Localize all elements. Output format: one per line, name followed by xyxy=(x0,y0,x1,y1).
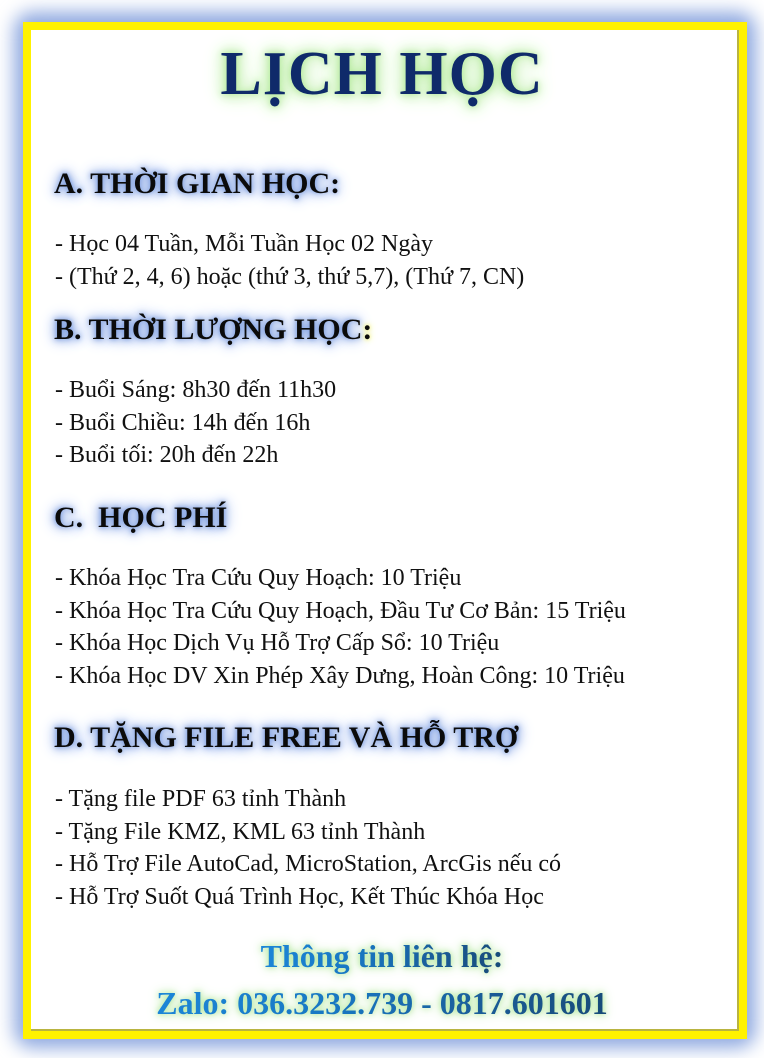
list-item: - Tặng file PDF 63 tỉnh Thành xyxy=(55,786,347,812)
list-item: - Tặng File KMZ, KML 63 tỉnh Thành xyxy=(55,818,426,845)
section-d-heading: D. TẶNG FILE FREE VÀ HỖ TRỢ xyxy=(54,721,519,754)
section-b-list xyxy=(55,374,336,472)
section-a-list xyxy=(55,228,524,293)
list-item: - Buổi Chiều: 14h đến 16h xyxy=(55,409,311,436)
contact-heading xyxy=(0,935,764,977)
section-d-list xyxy=(55,783,561,913)
list-item: - Buổi Sáng: 8h30 đến 11h30 xyxy=(55,377,337,403)
list-item: - (Thứ 2, 4, 6) hoặc (thứ 3, thứ 5,7), (Thứ 7, CN) xyxy=(55,263,525,290)
section-a-heading: A. THỜI GIAN HỌC: xyxy=(54,167,341,200)
contact-zalo xyxy=(0,982,764,1024)
contact-heading-text: Thông tin liên hệ: xyxy=(260,938,504,974)
list-item: - Học 04 Tuần, Mỗi Tuần Học 02 Ngày xyxy=(55,231,434,257)
list-item: - Khóa Học Tra Cứu Quy Hoạch: 10 Triệu xyxy=(55,565,462,591)
section-b-heading-text: B. THỜI LƯỢNG HỌC xyxy=(54,313,363,346)
section-b-heading-colon: : xyxy=(362,313,373,346)
section-b-heading xyxy=(54,312,372,348)
list-item: - Khóa Học Dịch Vụ Hỗ Trợ Cấp Sổ: 10 Triệu xyxy=(55,630,500,656)
list-item: - Buổi tối: 20h đến 22h xyxy=(55,442,279,468)
zalo-phone-numbers: Zalo: 036.3232.739 - 0817.601601 xyxy=(156,985,608,1021)
list-item: - Khóa Học DV Xin Phép Xây Dưng, Hoàn Công: 10 Triệu xyxy=(55,662,625,689)
list-item: - Hỗ Trợ Suốt Quá Trình Học, Kết Thúc Khóa Học xyxy=(55,883,544,910)
section-c-heading: C. HỌC PHÍ xyxy=(54,501,228,534)
section-c-list xyxy=(55,562,626,692)
page-title: LỊCH HỌC xyxy=(220,40,544,108)
list-item: - Hỗ Trợ File AutoCad, MicroStation, ArcGis nếu có xyxy=(55,851,562,877)
list-item: - Khóa Học Tra Cứu Quy Hoạch, Đầu Tư Cơ Bản: 15 Triệu xyxy=(55,597,626,624)
